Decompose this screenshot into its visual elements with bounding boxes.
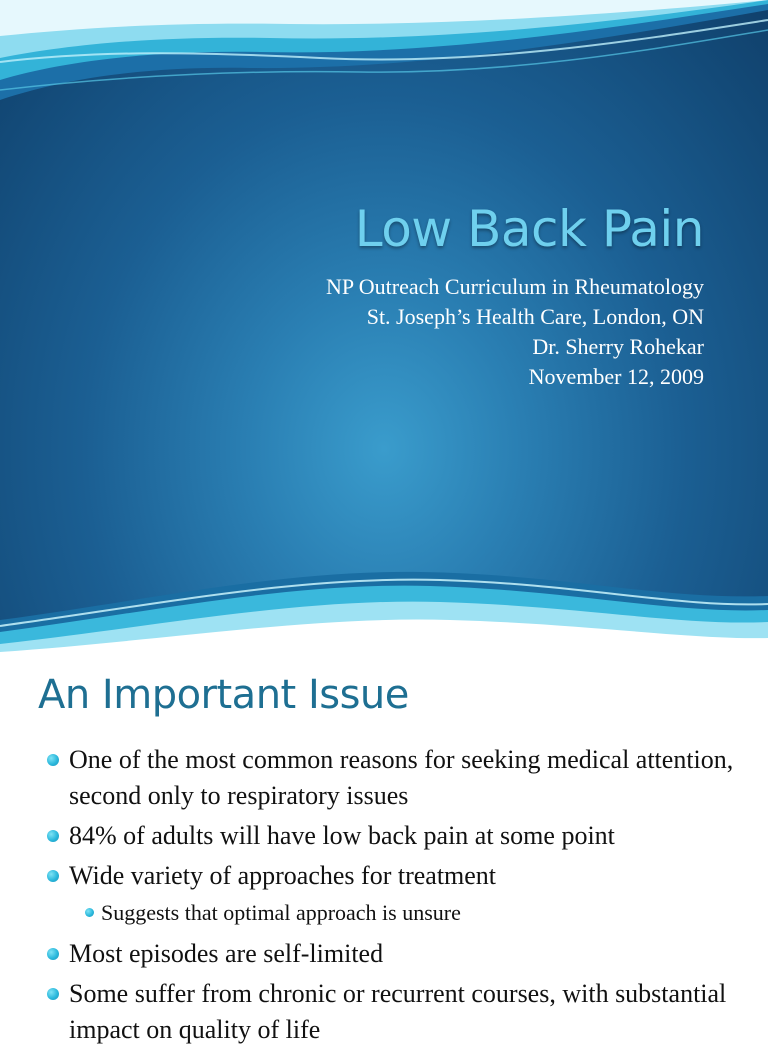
bullet-item [0, 818, 768, 854]
bullet-text: Most episodes are self-limited [69, 939, 384, 968]
sub-bullet-item [0, 898, 768, 928]
subtitle-line: Dr. Sherry Rohekar [532, 334, 704, 359]
bullet-text: Some suffer from chronic or recurrent courses, with substantial impact on quality of life [69, 979, 727, 1044]
bullet-item [0, 742, 768, 814]
bullet-dot-icon [47, 870, 59, 882]
bullet-dot-icon [85, 908, 94, 917]
subtitle-line: November 12, 2009 [528, 364, 704, 389]
bullet-dot-icon [47, 830, 59, 842]
slide-heading: An Important Issue [38, 672, 409, 718]
bullet-dot-icon [47, 754, 59, 766]
bullet-item [0, 976, 768, 1048]
top-wave-decoration [0, 0, 768, 110]
bullet-dot-icon [47, 988, 59, 1000]
bullet-dot-icon [47, 948, 59, 960]
bullet-text: Wide variety of approaches for treatment [69, 861, 497, 890]
subtitle-line: St. Joseph’s Health Care, London, ON [366, 304, 704, 329]
bullet-text: 84% of adults will have low back pain at some point [69, 821, 615, 850]
subtitle-line: NP Outreach Curriculum in Rheumatology [325, 274, 704, 299]
bullet-text: One of the most common reasons for seeking medical attention, second only to respiratory issues [69, 745, 734, 810]
bullet-item [0, 936, 768, 972]
bottom-wave-decoration [0, 560, 768, 660]
bullet-list [0, 742, 768, 1052]
subtitle-block [326, 272, 704, 392]
slide-title: Low Back Pain [354, 200, 704, 258]
content-slide [0, 660, 768, 1044]
bullet-text: Suggests that optimal approach is unsure [101, 900, 461, 925]
bullet-item [0, 858, 768, 894]
